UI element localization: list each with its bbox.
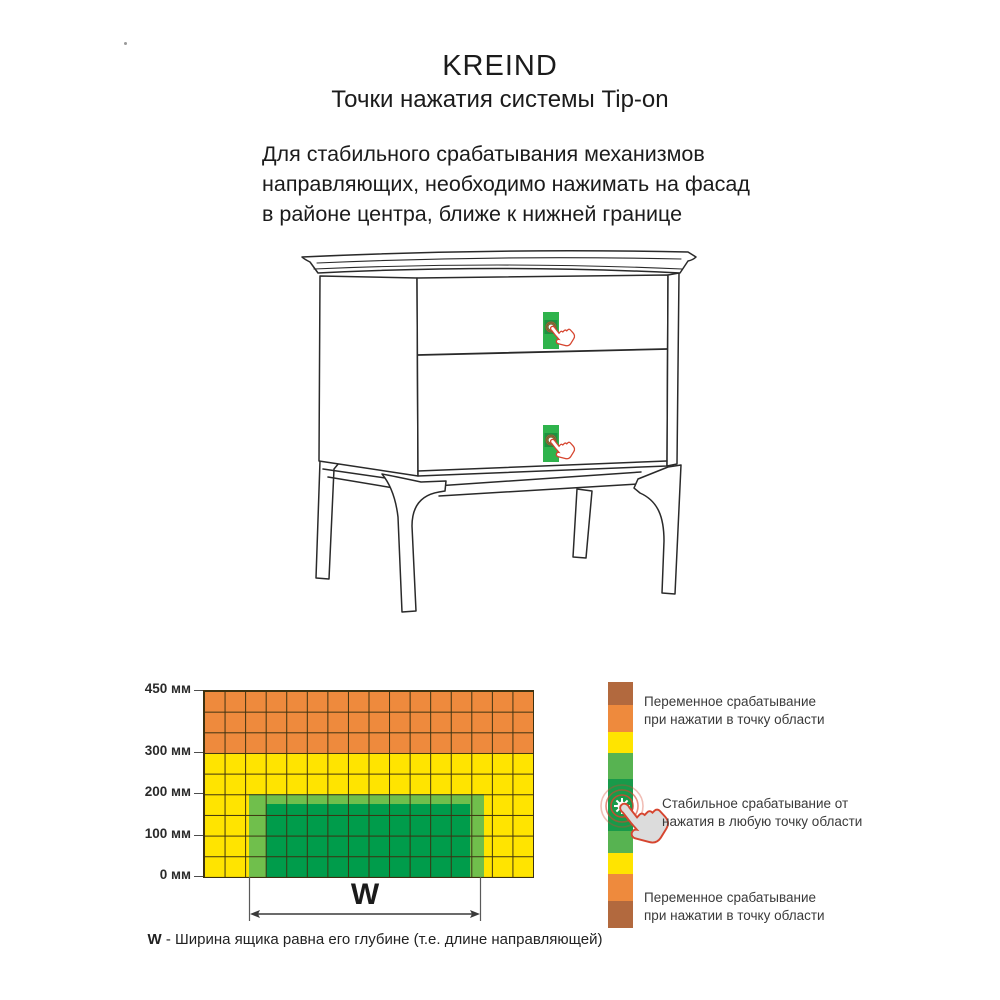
tick-line bbox=[194, 876, 203, 877]
legend-entry-stable bbox=[662, 795, 862, 831]
zone-variable-top bbox=[204, 691, 533, 753]
front-right-leg bbox=[634, 465, 681, 594]
front-apron bbox=[436, 472, 641, 496]
legend-entry-line: Переменное срабатывание bbox=[644, 890, 817, 905]
legend-entry-variable-bottom bbox=[644, 889, 825, 925]
width-dimension-label: W bbox=[350, 878, 380, 911]
front-left-leg bbox=[382, 474, 446, 612]
legend-bar-segment bbox=[608, 901, 633, 928]
press-zone-chart bbox=[203, 690, 534, 878]
legend-entry-line: Переменное срабатывание bbox=[644, 694, 817, 709]
cabinet-front-panel bbox=[417, 275, 668, 476]
legend-entry-line: при нажатии в точку области bbox=[644, 908, 825, 923]
description-line: в районе центра, ближе к нижней границе bbox=[262, 202, 683, 226]
legend-bar-segment bbox=[608, 682, 633, 705]
cabinet-top bbox=[302, 251, 696, 273]
legend-bar-segment bbox=[608, 705, 633, 732]
y-tick-100: 100 мм bbox=[144, 826, 191, 841]
tick-line bbox=[194, 793, 203, 794]
zone-stable bbox=[266, 804, 470, 877]
legend-bar-segment bbox=[608, 732, 633, 753]
footnote-label: W bbox=[147, 931, 162, 948]
legend-entry-line: нажатия в любую точку области bbox=[662, 814, 863, 829]
brand-title: KREIND bbox=[442, 50, 558, 82]
y-tick-200: 200 мм bbox=[144, 784, 191, 799]
footnote-text: - Ширина ящика равна его глубине (т.е. длине направляющей) bbox=[161, 931, 603, 948]
page-title: Точки нажатия системы Tip-on bbox=[331, 86, 669, 113]
nightstand-illustration bbox=[240, 243, 760, 628]
legend-entry-variable-top bbox=[644, 693, 825, 729]
tick-line bbox=[194, 690, 203, 691]
y-tick-300: 300 мм bbox=[144, 743, 191, 758]
legend-entry-line: при нажатии в точку области bbox=[644, 712, 825, 727]
tick-line bbox=[194, 835, 203, 836]
legend-bar-segment bbox=[608, 874, 633, 901]
legend-entry-line: Стабильное срабатывание от bbox=[662, 796, 849, 811]
y-tick-0: 0 мм bbox=[159, 867, 191, 882]
y-tick-450: 450 мм bbox=[144, 681, 191, 696]
rear-right-leg bbox=[573, 489, 592, 558]
description-line: направляющих, необходимо нажимать на фасад bbox=[262, 172, 750, 196]
cabinet-side-panel bbox=[319, 276, 418, 476]
stray-dot bbox=[124, 42, 127, 45]
footnote bbox=[140, 931, 610, 948]
cabinet-right-edge bbox=[667, 273, 679, 466]
description-text bbox=[262, 139, 750, 229]
description-line: Для стабильного срабатывания механизмов bbox=[262, 142, 705, 166]
tick-line bbox=[194, 752, 203, 753]
